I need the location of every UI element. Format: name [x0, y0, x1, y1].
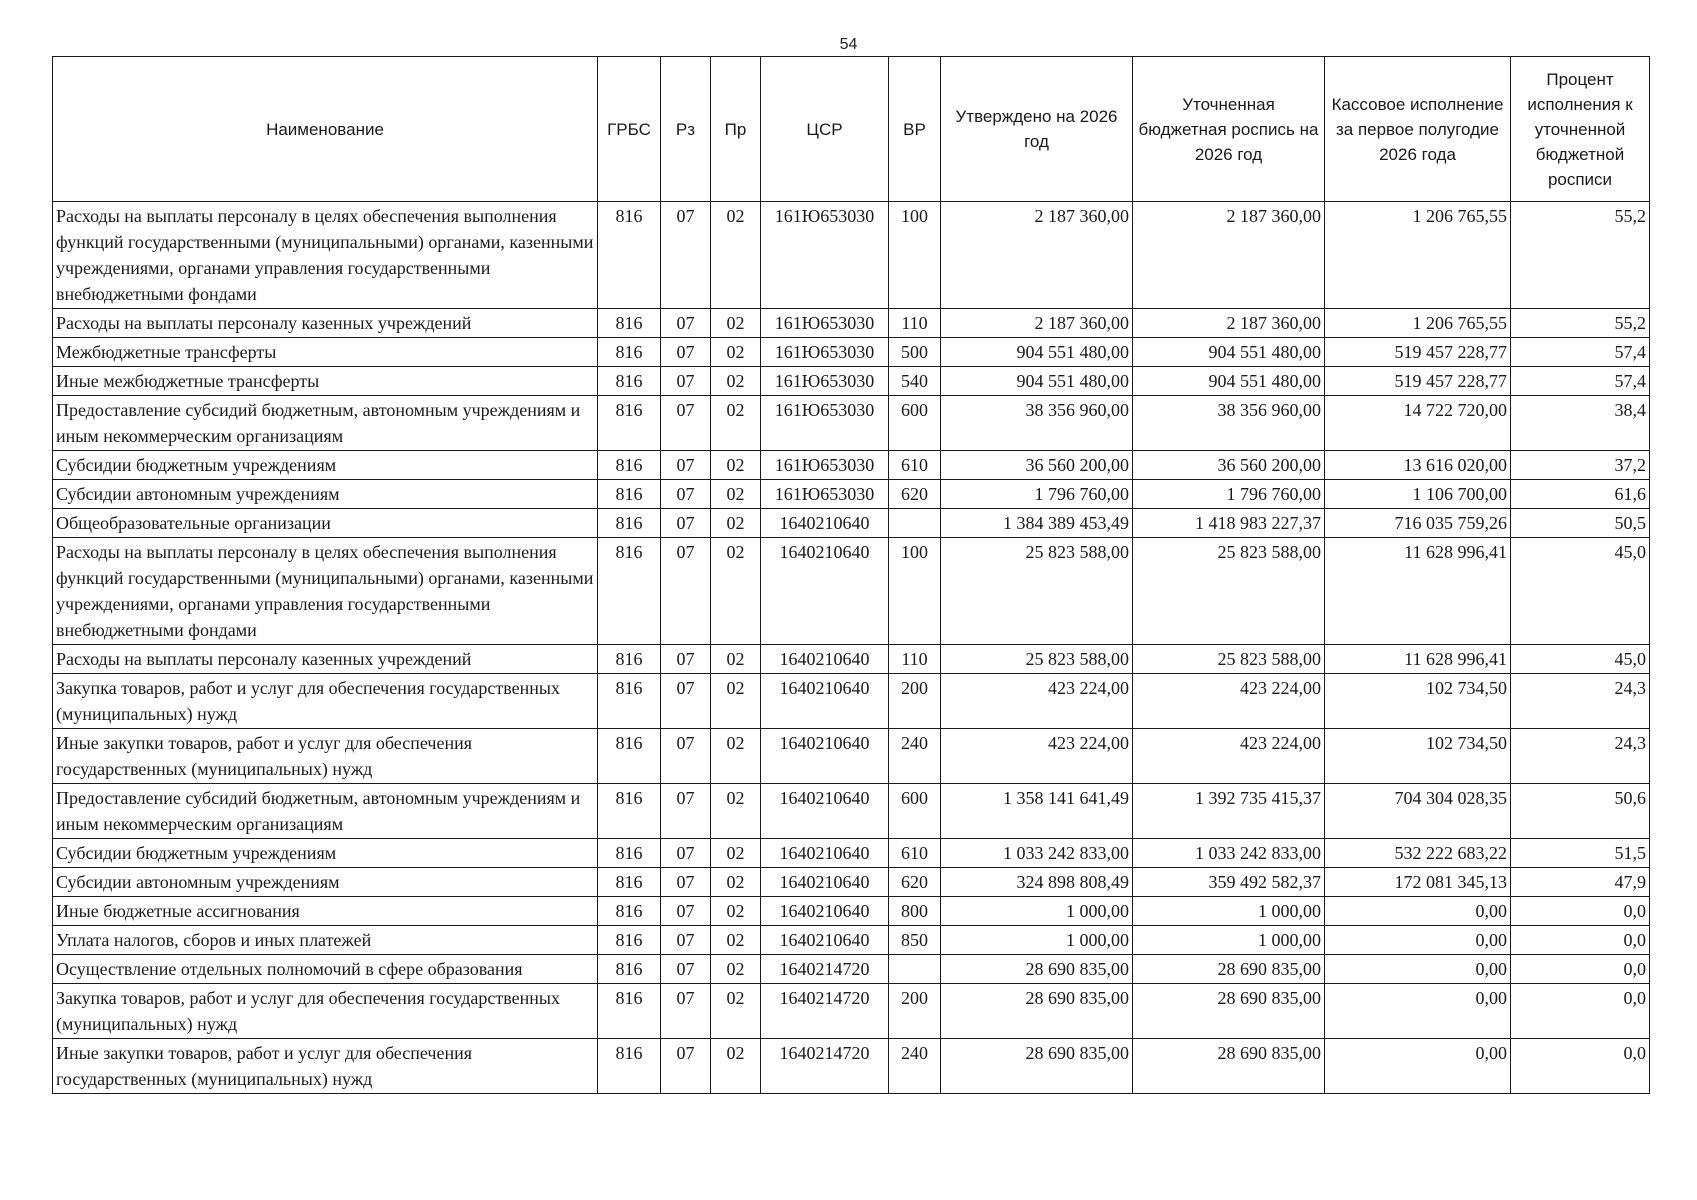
cell-name: Иные бюджетные ассигнования — [53, 897, 598, 926]
table-row — [53, 897, 1650, 926]
cell-vr — [889, 509, 941, 538]
cell-rz: 07 — [661, 729, 711, 784]
cell-grbs: 816 — [598, 451, 661, 480]
cell-cash: 1 106 700,00 — [1325, 480, 1511, 509]
table-row — [53, 509, 1650, 538]
header-grbs: ГРБС — [598, 57, 661, 202]
cell-csr: 161Ю653030 — [761, 396, 889, 451]
table-row — [53, 396, 1650, 451]
table-row — [53, 202, 1650, 309]
cell-cash: 0,00 — [1325, 1039, 1511, 1094]
cell-pr: 02 — [711, 451, 761, 480]
cell-approved: 2 187 360,00 — [941, 309, 1133, 338]
cell-grbs: 816 — [598, 338, 661, 367]
header-refined: Уточненная бюджетная роспись на 2026 год — [1133, 57, 1325, 202]
table-row — [53, 367, 1650, 396]
table-row — [53, 926, 1650, 955]
cell-csr: 1640210640 — [761, 839, 889, 868]
cell-approved: 25 823 588,00 — [941, 538, 1133, 645]
cell-name: Субсидии автономным учреждениям — [53, 480, 598, 509]
cell-csr: 1640210640 — [761, 674, 889, 729]
cell-cash: 0,00 — [1325, 955, 1511, 984]
cell-grbs: 816 — [598, 645, 661, 674]
cell-vr: 610 — [889, 839, 941, 868]
cell-cash: 0,00 — [1325, 897, 1511, 926]
cell-vr: 110 — [889, 645, 941, 674]
cell-percent: 37,2 — [1511, 451, 1650, 480]
cell-name: Предоставление субсидий бюджетным, автономным учреждениям и иным некоммерческим организациям — [53, 396, 598, 451]
header-cash: Кассовое исполнение за первое полугодие 2026 года — [1325, 57, 1511, 202]
cell-cash: 102 734,50 — [1325, 729, 1511, 784]
cell-grbs: 816 — [598, 984, 661, 1039]
cell-approved: 904 551 480,00 — [941, 367, 1133, 396]
cell-name: Предоставление субсидий бюджетным, автономным учреждениям и иным некоммерческим организациям — [53, 784, 598, 839]
cell-rz: 07 — [661, 674, 711, 729]
cell-name: Расходы на выплаты персоналу в целях обеспечения выполнения функций государственными (муниципальными) органами, казенными учреждениями, органами управления государственными внебюджетными фондами — [53, 538, 598, 645]
cell-cash: 102 734,50 — [1325, 674, 1511, 729]
cell-refined: 423 224,00 — [1133, 674, 1325, 729]
cell-approved: 324 898 808,49 — [941, 868, 1133, 897]
table-row — [53, 729, 1650, 784]
cell-csr: 1640210640 — [761, 868, 889, 897]
cell-grbs: 816 — [598, 309, 661, 338]
cell-approved: 28 690 835,00 — [941, 984, 1133, 1039]
cell-refined: 25 823 588,00 — [1133, 645, 1325, 674]
cell-pr: 02 — [711, 480, 761, 509]
cell-percent: 38,4 — [1511, 396, 1650, 451]
cell-refined: 25 823 588,00 — [1133, 538, 1325, 645]
cell-cash: 1 206 765,55 — [1325, 309, 1511, 338]
cell-rz: 07 — [661, 984, 711, 1039]
cell-refined: 1 418 983 227,37 — [1133, 509, 1325, 538]
cell-csr: 1640214720 — [761, 955, 889, 984]
cell-cash: 704 304 028,35 — [1325, 784, 1511, 839]
cell-pr: 02 — [711, 784, 761, 839]
cell-approved: 1 796 760,00 — [941, 480, 1133, 509]
cell-rz: 07 — [661, 538, 711, 645]
cell-pr: 02 — [711, 868, 761, 897]
cell-grbs: 816 — [598, 538, 661, 645]
cell-grbs: 816 — [598, 868, 661, 897]
cell-name: Субсидии бюджетным учреждениям — [53, 451, 598, 480]
cell-pr: 02 — [711, 367, 761, 396]
cell-rz: 07 — [661, 645, 711, 674]
cell-vr: 100 — [889, 202, 941, 309]
cell-percent: 24,3 — [1511, 674, 1650, 729]
cell-cash: 716 035 759,26 — [1325, 509, 1511, 538]
cell-pr: 02 — [711, 839, 761, 868]
cell-rz: 07 — [661, 396, 711, 451]
cell-refined: 2 187 360,00 — [1133, 202, 1325, 309]
cell-grbs: 816 — [598, 480, 661, 509]
cell-csr: 161Ю653030 — [761, 451, 889, 480]
table-row — [53, 955, 1650, 984]
cell-csr: 161Ю653030 — [761, 202, 889, 309]
cell-grbs: 816 — [598, 784, 661, 839]
cell-name: Уплата налогов, сборов и иных платежей — [53, 926, 598, 955]
cell-approved: 423 224,00 — [941, 729, 1133, 784]
cell-pr: 02 — [711, 1039, 761, 1094]
cell-name: Иные закупки товаров, работ и услуг для обеспечения государственных (муниципальных) нужд — [53, 1039, 598, 1094]
cell-rz: 07 — [661, 480, 711, 509]
cell-csr: 1640210640 — [761, 784, 889, 839]
cell-csr: 161Ю653030 — [761, 309, 889, 338]
table-row — [53, 480, 1650, 509]
cell-rz: 07 — [661, 926, 711, 955]
table-row — [53, 984, 1650, 1039]
cell-percent: 51,5 — [1511, 839, 1650, 868]
cell-name: Субсидии бюджетным учреждениям — [53, 839, 598, 868]
cell-refined: 1 033 242 833,00 — [1133, 839, 1325, 868]
cell-cash: 519 457 228,77 — [1325, 367, 1511, 396]
cell-pr: 02 — [711, 897, 761, 926]
cell-approved: 1 384 389 453,49 — [941, 509, 1133, 538]
table-row — [53, 784, 1650, 839]
cell-cash: 0,00 — [1325, 984, 1511, 1039]
cell-grbs: 816 — [598, 729, 661, 784]
cell-approved: 28 690 835,00 — [941, 955, 1133, 984]
header-csr: ЦСР — [761, 57, 889, 202]
cell-approved: 2 187 360,00 — [941, 202, 1133, 309]
cell-pr: 02 — [711, 729, 761, 784]
cell-name: Межбюджетные трансферты — [53, 338, 598, 367]
page-number: 54 — [839, 36, 858, 53]
cell-cash: 11 628 996,41 — [1325, 645, 1511, 674]
cell-name: Иные межбюджетные трансферты — [53, 367, 598, 396]
cell-pr: 02 — [711, 338, 761, 367]
cell-vr: 600 — [889, 396, 941, 451]
cell-name: Расходы на выплаты персоналу казенных учреждений — [53, 309, 598, 338]
cell-grbs: 816 — [598, 1039, 661, 1094]
cell-rz: 07 — [661, 367, 711, 396]
cell-percent: 57,4 — [1511, 338, 1650, 367]
cell-percent: 55,2 — [1511, 202, 1650, 309]
cell-pr: 02 — [711, 674, 761, 729]
cell-percent: 0,0 — [1511, 955, 1650, 984]
cell-cash: 13 616 020,00 — [1325, 451, 1511, 480]
table-row — [53, 338, 1650, 367]
budget-execution-table — [52, 56, 1650, 1094]
cell-refined: 423 224,00 — [1133, 729, 1325, 784]
cell-csr: 161Ю653030 — [761, 338, 889, 367]
cell-rz: 07 — [661, 338, 711, 367]
header-pr: Пр — [711, 57, 761, 202]
cell-percent: 24,3 — [1511, 729, 1650, 784]
cell-grbs: 816 — [598, 367, 661, 396]
cell-rz: 07 — [661, 1039, 711, 1094]
cell-cash: 11 628 996,41 — [1325, 538, 1511, 645]
header-vr: ВР — [889, 57, 941, 202]
cell-refined: 28 690 835,00 — [1133, 1039, 1325, 1094]
cell-rz: 07 — [661, 202, 711, 309]
cell-csr: 1640210640 — [761, 926, 889, 955]
cell-csr: 1640214720 — [761, 1039, 889, 1094]
cell-csr: 1640210640 — [761, 509, 889, 538]
cell-pr: 02 — [711, 645, 761, 674]
cell-name: Закупка товаров, работ и услуг для обеспечения государственных (муниципальных) нужд — [53, 984, 598, 1039]
cell-grbs: 816 — [598, 897, 661, 926]
cell-csr: 1640210640 — [761, 729, 889, 784]
cell-vr: 620 — [889, 868, 941, 897]
cell-vr: 200 — [889, 984, 941, 1039]
cell-percent: 45,0 — [1511, 645, 1650, 674]
cell-rz: 07 — [661, 451, 711, 480]
cell-rz: 07 — [661, 897, 711, 926]
table-row — [53, 1039, 1650, 1094]
table-row — [53, 309, 1650, 338]
cell-pr: 02 — [711, 509, 761, 538]
cell-vr: 110 — [889, 309, 941, 338]
cell-approved: 1 000,00 — [941, 897, 1133, 926]
cell-cash: 0,00 — [1325, 926, 1511, 955]
cell-vr: 540 — [889, 367, 941, 396]
cell-name: Субсидии автономным учреждениям — [53, 868, 598, 897]
cell-csr: 1640214720 — [761, 984, 889, 1039]
cell-percent: 47,9 — [1511, 868, 1650, 897]
cell-vr: 100 — [889, 538, 941, 645]
cell-rz: 07 — [661, 955, 711, 984]
cell-rz: 07 — [661, 509, 711, 538]
cell-rz: 07 — [661, 868, 711, 897]
cell-cash: 172 081 345,13 — [1325, 868, 1511, 897]
cell-name: Расходы на выплаты персоналу казенных учреждений — [53, 645, 598, 674]
cell-vr: 620 — [889, 480, 941, 509]
cell-approved: 1 033 242 833,00 — [941, 839, 1133, 868]
cell-vr: 500 — [889, 338, 941, 367]
cell-rz: 07 — [661, 839, 711, 868]
cell-rz: 07 — [661, 309, 711, 338]
cell-refined: 28 690 835,00 — [1133, 955, 1325, 984]
cell-name: Расходы на выплаты персоналу в целях обеспечения выполнения функций государственными (муниципальными) органами, казенными учреждениями, органами управления государственными внебюджетными фондами — [53, 202, 598, 309]
cell-percent: 50,6 — [1511, 784, 1650, 839]
cell-refined: 1 000,00 — [1133, 897, 1325, 926]
cell-cash: 519 457 228,77 — [1325, 338, 1511, 367]
cell-grbs: 816 — [598, 955, 661, 984]
cell-refined: 2 187 360,00 — [1133, 309, 1325, 338]
cell-refined: 36 560 200,00 — [1133, 451, 1325, 480]
cell-name: Закупка товаров, работ и услуг для обеспечения государственных (муниципальных) нужд — [53, 674, 598, 729]
cell-vr — [889, 955, 941, 984]
cell-csr: 1640210640 — [761, 645, 889, 674]
cell-percent: 45,0 — [1511, 538, 1650, 645]
cell-grbs: 816 — [598, 509, 661, 538]
cell-refined: 1 796 760,00 — [1133, 480, 1325, 509]
header-approved: Утверждено на 2026 год — [941, 57, 1133, 202]
cell-pr: 02 — [711, 309, 761, 338]
cell-approved: 904 551 480,00 — [941, 338, 1133, 367]
cell-approved: 1 000,00 — [941, 926, 1133, 955]
cell-vr: 200 — [889, 674, 941, 729]
cell-refined: 28 690 835,00 — [1133, 984, 1325, 1039]
cell-name: Общеобразовательные организации — [53, 509, 598, 538]
table-row — [53, 451, 1650, 480]
cell-csr: 161Ю653030 — [761, 480, 889, 509]
cell-refined: 359 492 582,37 — [1133, 868, 1325, 897]
cell-vr: 800 — [889, 897, 941, 926]
cell-csr: 1640210640 — [761, 538, 889, 645]
table-row — [53, 538, 1650, 645]
cell-csr: 161Ю653030 — [761, 367, 889, 396]
cell-pr: 02 — [711, 396, 761, 451]
cell-refined: 1 392 735 415,37 — [1133, 784, 1325, 839]
cell-grbs: 816 — [598, 839, 661, 868]
header-row — [53, 57, 1650, 202]
cell-approved: 36 560 200,00 — [941, 451, 1133, 480]
cell-grbs: 816 — [598, 202, 661, 309]
cell-grbs: 816 — [598, 674, 661, 729]
table-row — [53, 868, 1650, 897]
table-body — [53, 202, 1650, 1094]
cell-pr: 02 — [711, 202, 761, 309]
cell-percent: 61,6 — [1511, 480, 1650, 509]
cell-approved: 423 224,00 — [941, 674, 1133, 729]
cell-grbs: 816 — [598, 926, 661, 955]
table-row — [53, 839, 1650, 868]
cell-refined: 904 551 480,00 — [1133, 367, 1325, 396]
cell-approved: 1 358 141 641,49 — [941, 784, 1133, 839]
cell-name: Иные закупки товаров, работ и услуг для обеспечения государственных (муниципальных) нужд — [53, 729, 598, 784]
cell-vr: 240 — [889, 1039, 941, 1094]
cell-rz: 07 — [661, 784, 711, 839]
cell-cash: 532 222 683,22 — [1325, 839, 1511, 868]
cell-vr: 610 — [889, 451, 941, 480]
cell-vr: 600 — [889, 784, 941, 839]
cell-percent: 50,5 — [1511, 509, 1650, 538]
cell-percent: 0,0 — [1511, 926, 1650, 955]
cell-percent: 0,0 — [1511, 1039, 1650, 1094]
cell-cash: 1 206 765,55 — [1325, 202, 1511, 309]
cell-pr: 02 — [711, 955, 761, 984]
cell-vr: 850 — [889, 926, 941, 955]
cell-approved: 25 823 588,00 — [941, 645, 1133, 674]
cell-refined: 38 356 960,00 — [1133, 396, 1325, 451]
cell-cash: 14 722 720,00 — [1325, 396, 1511, 451]
cell-approved: 38 356 960,00 — [941, 396, 1133, 451]
cell-name: Осуществление отдельных полномочий в сфере образования — [53, 955, 598, 984]
cell-percent: 55,2 — [1511, 309, 1650, 338]
cell-pr: 02 — [711, 926, 761, 955]
cell-refined: 904 551 480,00 — [1133, 338, 1325, 367]
table-row — [53, 645, 1650, 674]
header-percent: Процент исполнения к уточненной бюджетной росписи — [1511, 57, 1650, 202]
cell-pr: 02 — [711, 538, 761, 645]
table-row — [53, 674, 1650, 729]
cell-grbs: 816 — [598, 396, 661, 451]
cell-percent: 0,0 — [1511, 897, 1650, 926]
header-rz: Рз — [661, 57, 711, 202]
cell-percent: 57,4 — [1511, 367, 1650, 396]
cell-pr: 02 — [711, 984, 761, 1039]
cell-percent: 0,0 — [1511, 984, 1650, 1039]
cell-vr: 240 — [889, 729, 941, 784]
header-name: Наименование — [53, 57, 598, 202]
cell-refined: 1 000,00 — [1133, 926, 1325, 955]
cell-csr: 1640210640 — [761, 897, 889, 926]
cell-approved: 28 690 835,00 — [941, 1039, 1133, 1094]
